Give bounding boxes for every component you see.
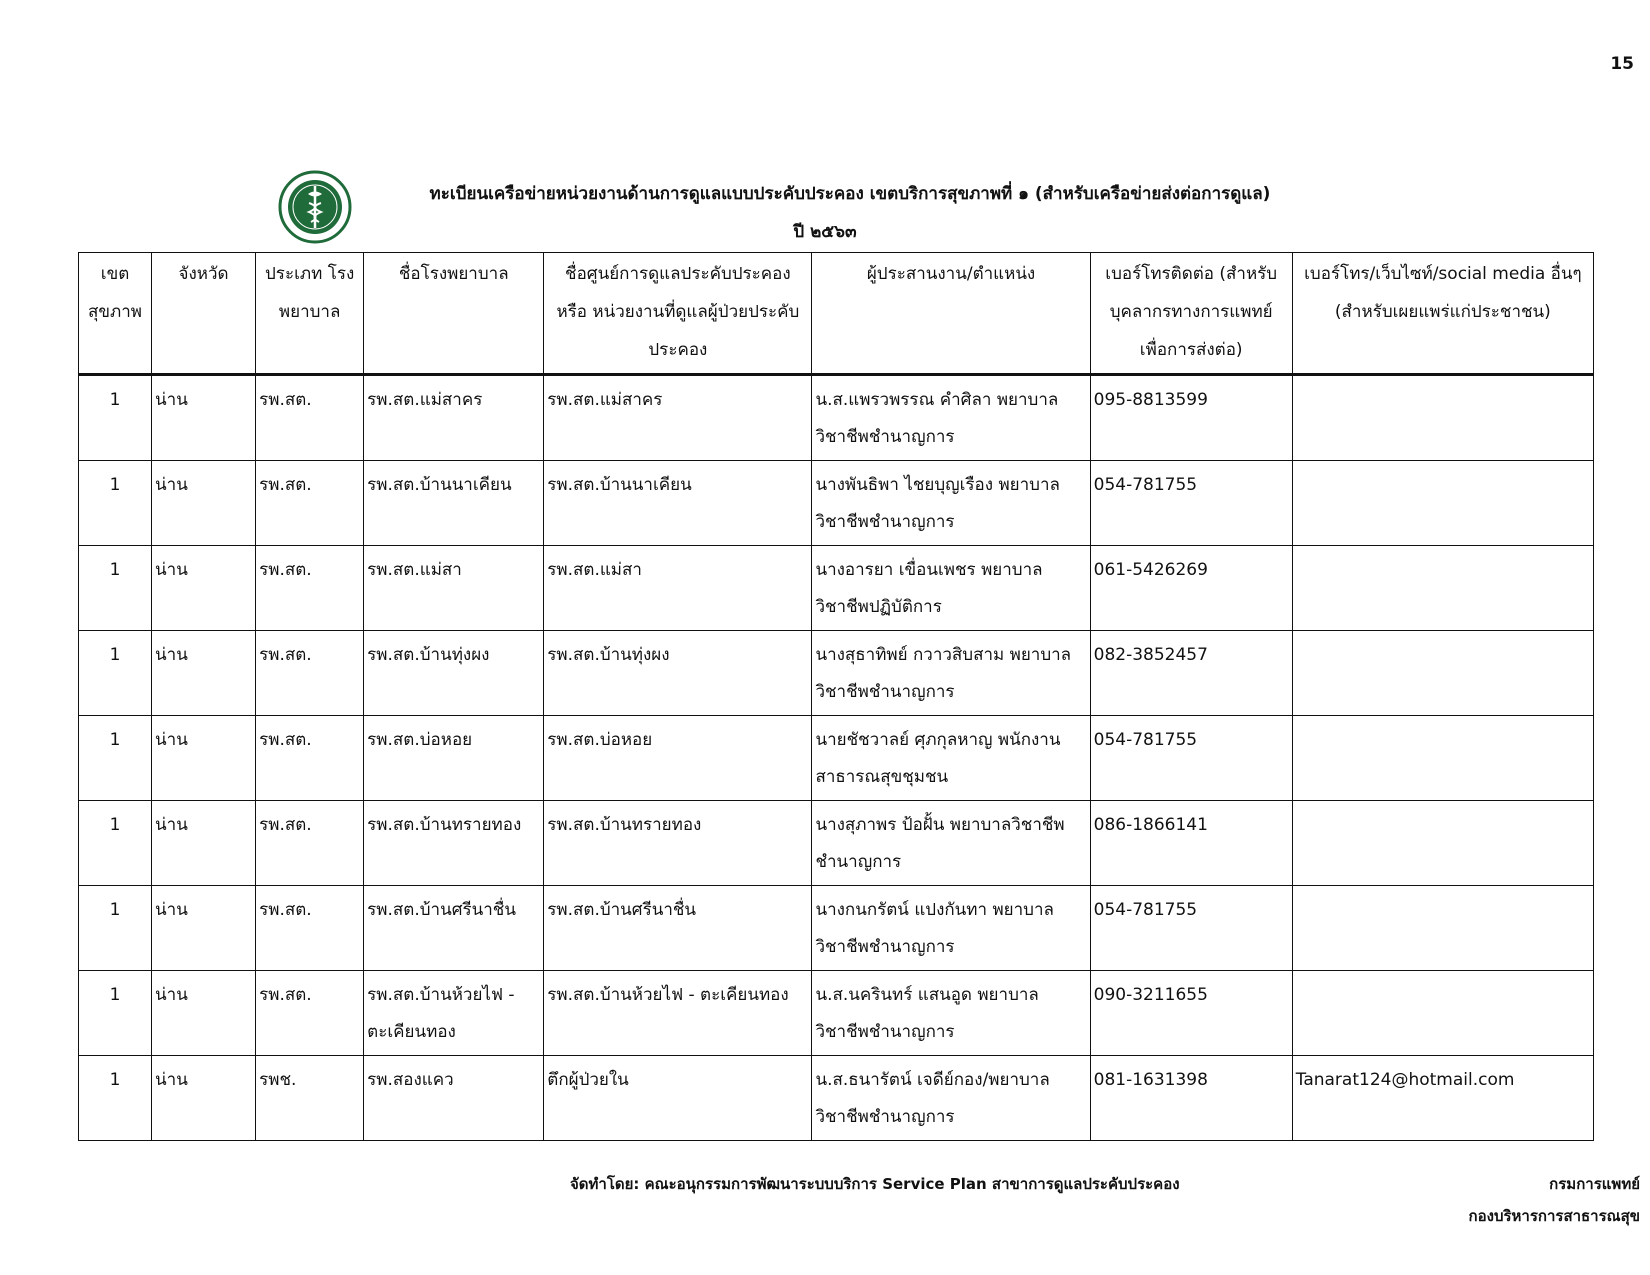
cell-coordinator: นางสุภาพร ป้อฝั้น พยาบาลวิชาชีพชำนาญการ bbox=[812, 801, 1090, 886]
cell-hospital-type: รพช. bbox=[256, 1056, 364, 1141]
table-row bbox=[79, 375, 1594, 461]
cell-province: น่าน bbox=[152, 886, 256, 971]
header-coordinator: ผู้ประสานงาน/ตำแหน่ง bbox=[812, 253, 1090, 375]
cell-hospital-name: รพ.สต.บ้านห้วยไฟ - ตะเคียนทอง bbox=[364, 971, 544, 1056]
table-row bbox=[79, 801, 1594, 886]
cell-province: น่าน bbox=[152, 716, 256, 801]
cell-health-zone: 1 bbox=[79, 971, 152, 1056]
cell-referral-phone: 095-8813599 bbox=[1090, 375, 1292, 461]
cell-province: น่าน bbox=[152, 631, 256, 716]
cell-coordinator: นางกนกรัตน์ แปงกันทา พยาบาลวิชาชีพชำนาญการ bbox=[812, 886, 1090, 971]
cell-public-contact bbox=[1292, 631, 1593, 716]
cell-hospital-type: รพ.สต. bbox=[256, 631, 364, 716]
header-hospital-name: ชื่อโรงพยาบาล bbox=[364, 253, 544, 375]
footer-department: กรมการแพทย์ bbox=[1549, 1175, 1640, 1193]
cell-public-contact: Tanarat124@hotmail.com bbox=[1292, 1056, 1593, 1141]
cell-care-center: รพ.สต.แม่สาคร bbox=[544, 375, 812, 461]
cell-hospital-name: รพ.สต.บ่อหอย bbox=[364, 716, 544, 801]
document-title: ทะเบียนเครือข่ายหน่วยงานด้านการดูแลแบบประคับประคอง เขตบริการสุขภาพที่ ๑ (สำหรับเครือข่ายส่งต่อการดูแล) bbox=[429, 184, 1271, 204]
cell-hospital-type: รพ.สต. bbox=[256, 546, 364, 631]
cell-coordinator: น.ส.นครินทร์ แสนอูด พยาบาลวิชาชีพชำนาญการ bbox=[812, 971, 1090, 1056]
cell-public-contact bbox=[1292, 716, 1593, 801]
cell-coordinator: น.ส.ธนารัตน์ เจดีย์กอง/พยาบาลวิชาชีพชำนาญการ bbox=[812, 1056, 1090, 1141]
cell-health-zone: 1 bbox=[79, 631, 152, 716]
table-row bbox=[79, 631, 1594, 716]
table-row bbox=[79, 716, 1594, 801]
table-body bbox=[79, 375, 1594, 1141]
cell-hospital-name: รพ.สต.บ้านศรีนาชื่น bbox=[364, 886, 544, 971]
cell-health-zone: 1 bbox=[79, 461, 152, 546]
cell-coordinator: นางอารยา เขื่อนเพชร พยาบาลวิชาชีพปฏิบัติการ bbox=[812, 546, 1090, 631]
cell-coordinator: น.ส.แพรวพรรณ คำศิลา พยาบาลวิชาชีพชำนาญการ bbox=[812, 375, 1090, 461]
cell-care-center: รพ.สต.บ้านทุ่งผง bbox=[544, 631, 812, 716]
cell-care-center: รพ.สต.บ่อหอย bbox=[544, 716, 812, 801]
cell-referral-phone: 061-5426269 bbox=[1090, 546, 1292, 631]
cell-care-center: รพ.สต.บ้านศรีนาชื่น bbox=[544, 886, 812, 971]
document-year: ปี ๒๕๖๓ bbox=[793, 222, 857, 242]
header-province: จังหวัด bbox=[152, 253, 256, 375]
cell-province: น่าน bbox=[152, 801, 256, 886]
footer-division: กองบริหารการสาธารณสุข bbox=[1468, 1207, 1640, 1225]
cell-coordinator: นางสุธาทิพย์ กวาวสิบสาม พยาบาลวิชาชีพชำนาญการ bbox=[812, 631, 1090, 716]
cell-hospital-name: รพ.สต.บ้านนาเคียน bbox=[364, 461, 544, 546]
cell-referral-phone: 090-3211655 bbox=[1090, 971, 1292, 1056]
table-row bbox=[79, 971, 1594, 1056]
cell-public-contact bbox=[1292, 886, 1593, 971]
cell-hospital-name: รพ.สต.แม่สาคร bbox=[364, 375, 544, 461]
cell-coordinator: นายชัชวาลย์ ศุภกุลหาญ พนักงานสาธารณสุขชุมชน bbox=[812, 716, 1090, 801]
footer-prepared-by: จัดทำโดย: คณะอนุกรรมการพัฒนาระบบบริการ Service Plan สาขาการดูแลประคับประคอง bbox=[570, 1175, 1180, 1193]
cell-care-center: รพ.สต.บ้านนาเคียน bbox=[544, 461, 812, 546]
cell-hospital-name: รพ.สต.บ้านทรายทอง bbox=[364, 801, 544, 886]
cell-public-contact bbox=[1292, 971, 1593, 1056]
cell-health-zone: 1 bbox=[79, 375, 152, 461]
header-health-zone: เขต สุขภาพ bbox=[79, 253, 152, 375]
cell-referral-phone: 054-781755 bbox=[1090, 461, 1292, 546]
cell-province: น่าน bbox=[152, 1056, 256, 1141]
cell-hospital-type: รพ.สต. bbox=[256, 971, 364, 1056]
cell-coordinator: นางพันธิพา ไชยบุญเรือง พยาบาลวิชาชีพชำนาญการ bbox=[812, 461, 1090, 546]
cell-hospital-type: รพ.สต. bbox=[256, 886, 364, 971]
cell-health-zone: 1 bbox=[79, 886, 152, 971]
table-row bbox=[79, 546, 1594, 631]
cell-public-contact bbox=[1292, 375, 1593, 461]
cell-hospital-type: รพ.สต. bbox=[256, 375, 364, 461]
cell-health-zone: 1 bbox=[79, 716, 152, 801]
header-public-contact: เบอร์โทร/เว็บไซท์/social media อื่นๆ (สำหรับเผยแพร่แก่ประชาชน) bbox=[1292, 253, 1593, 375]
table-row bbox=[79, 1056, 1594, 1141]
cell-public-contact bbox=[1292, 546, 1593, 631]
cell-province: น่าน bbox=[152, 971, 256, 1056]
cell-hospital-type: รพ.สต. bbox=[256, 461, 364, 546]
page-number: 15 bbox=[1610, 54, 1634, 74]
cell-referral-phone: 054-781755 bbox=[1090, 716, 1292, 801]
registry-table bbox=[78, 252, 1594, 1141]
cell-care-center: รพ.สต.แม่สา bbox=[544, 546, 812, 631]
cell-hospital-name: รพ.สองแคว bbox=[364, 1056, 544, 1141]
table-row bbox=[79, 461, 1594, 546]
table-row bbox=[79, 886, 1594, 971]
header-hospital-type: ประเภท โรงพยาบาล bbox=[256, 253, 364, 375]
cell-public-contact bbox=[1292, 461, 1593, 546]
cell-province: น่าน bbox=[152, 461, 256, 546]
cell-hospital-type: รพ.สต. bbox=[256, 716, 364, 801]
cell-referral-phone: 054-781755 bbox=[1090, 886, 1292, 971]
cell-referral-phone: 082-3852457 bbox=[1090, 631, 1292, 716]
cell-hospital-type: รพ.สต. bbox=[256, 801, 364, 886]
cell-province: น่าน bbox=[152, 375, 256, 461]
cell-health-zone: 1 bbox=[79, 546, 152, 631]
cell-hospital-name: รพ.สต.แม่สา bbox=[364, 546, 544, 631]
header-care-center: ชื่อศูนย์การดูแลประคับประคอง หรือ หน่วยงานที่ดูแลผู้ป่วยประคับประคอง bbox=[544, 253, 812, 375]
cell-hospital-name: รพ.สต.บ้านทุ่งผง bbox=[364, 631, 544, 716]
cell-health-zone: 1 bbox=[79, 1056, 152, 1141]
header-referral-phone: เบอร์โทรติดต่อ (สำหรับบุคลากรทางการแพทย์ เพื่อการส่งต่อ) bbox=[1090, 253, 1292, 375]
cell-care-center: ตึกผู้ป่วยใน bbox=[544, 1056, 812, 1141]
cell-province: น่าน bbox=[152, 546, 256, 631]
cell-care-center: รพ.สต.บ้านห้วยไฟ - ตะเคียนทอง bbox=[544, 971, 812, 1056]
cell-care-center: รพ.สต.บ้านทรายทอง bbox=[544, 801, 812, 886]
table-header bbox=[79, 253, 1594, 375]
cell-referral-phone: 081-1631398 bbox=[1090, 1056, 1292, 1141]
cell-public-contact bbox=[1292, 801, 1593, 886]
cell-health-zone: 1 bbox=[79, 801, 152, 886]
cell-referral-phone: 086-1866141 bbox=[1090, 801, 1292, 886]
